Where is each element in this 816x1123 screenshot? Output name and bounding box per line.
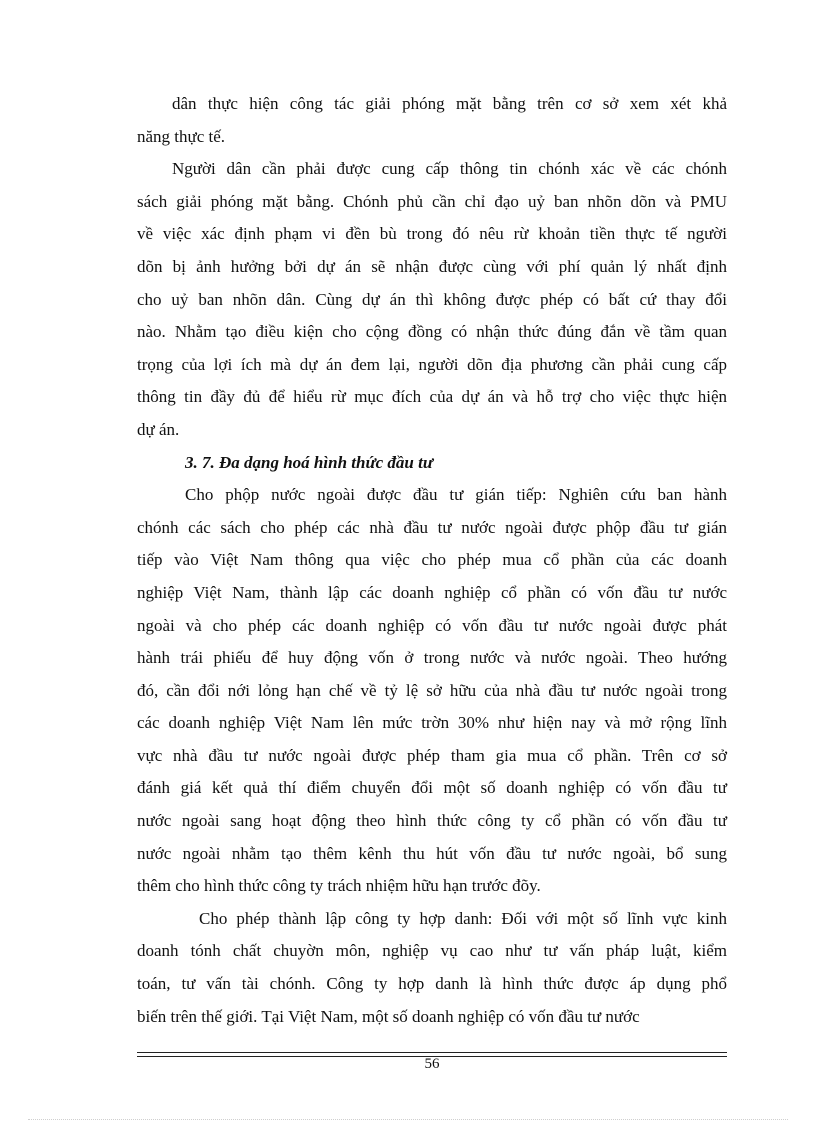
body-line: về việc xác định phạm vi đền bù trong đó nêu rừ khoản tiền thực tế người	[137, 224, 727, 244]
body-line: thông tin đầy đủ để hiểu rừ mục đích của dự án và hỗ trợ cho việc thực hiện	[137, 387, 727, 407]
body-line: toán, tư vấn tài chónh. Công ty hợp danh là hình thức được áp dụng phổ	[137, 974, 727, 994]
body-line: nước ngoài nhằm tạo thêm kênh thu hút vốn đầu tư nước ngoài, bổ sung	[137, 843, 727, 863]
body-line: doanh tónh chất chuyờn môn, nghiệp vụ cao như tư vấn pháp luật, kiểm	[137, 941, 727, 961]
body-line: nào. Nhằm tạo điều kiện cho cộng đồng có nhận thức đúng đắn về tầm quan	[137, 322, 727, 342]
body-line: Người dân cần phải được cung cấp thông tin chónh xác về các chónh	[172, 159, 727, 179]
page-edge-divider	[28, 1119, 788, 1120]
body-line: các doanh nghiệp Việt Nam lên mức trờn 30% như hiện nay và mở rộng lĩnh	[137, 713, 727, 733]
body-line: dự án.	[137, 419, 180, 439]
body-line: Cho phép thành lập công ty hợp danh: Đối với một số lĩnh vực kinh	[199, 908, 727, 928]
body-line: nghiệp Việt Nam, thành lập các doanh nghiệp cổ phần có vốn đầu tư nước	[137, 582, 727, 602]
body-line: biến trên thế giới. Tại Việt Nam, một số doanh nghiệp có vốn đầu tư nước	[137, 1006, 640, 1026]
page-number: 56	[424, 1056, 440, 1072]
body-line: vực nhà đầu tư nước ngoài được phép tham gia mua cổ phần. Trên cơ sở	[137, 745, 727, 765]
body-line: nước ngoài sang hoạt động theo hình thức công ty cổ phần có vốn đầu tư	[137, 811, 727, 831]
body-line: sách giải phóng mặt bằng. Chónh phủ cần chỉ đạo uỷ ban nhõn dõn và PMU	[137, 191, 727, 211]
body-line: đánh giá kết quả thí điểm chuyển đổi một số doanh nghiệp có vốn đầu tư	[137, 778, 727, 798]
body-line: Cho phộp nước ngoài được đầu tư gián tiếp: Nghiên cứu ban hành	[185, 485, 727, 505]
body-line: tiếp vào Việt Nam thông qua việc cho phép mua cổ phần của các doanh	[137, 550, 727, 570]
body-line: trọng của lợi ích mà dự án đem lại, người dõn địa phương cần phải cung cấp	[137, 354, 727, 374]
body-line: dân thực hiện công tác giải phóng mặt bằng trên cơ sở xem xét khả	[172, 94, 727, 113]
body-line: cho uỷ ban nhõn dân. Cùng dự án thì không được phép có bất cứ thay đổi	[137, 289, 727, 309]
body-line: đó, cần đổi nới lỏng hạn chế về tỷ lệ sở hữu của nhà đầu tư nước ngoài trong	[137, 680, 727, 700]
body-line: thêm cho hình thức công ty trách nhiệm hữu hạn trước đõy.	[137, 876, 541, 896]
body-line: năng thực tế.	[137, 126, 226, 146]
body-line: hành trái phiếu để huy động vốn ở trong nước và nước ngoài. Theo hướng	[137, 648, 727, 668]
body-line: chónh các sách cho phép các nhà đầu tư nước ngoài được phộp đầu tư gián	[137, 517, 727, 537]
document-body	[137, 88, 727, 1033]
section-heading: 3. 7. Đa dạng hoá hình thức đầu tư	[185, 452, 434, 472]
body-line: dõn bị ảnh hưởng bởi dự án sẽ nhận được cùng với phí quản lý nhất định	[137, 256, 727, 276]
body-line: ngoài và cho phép các doanh nghiệp có vốn đầu tư nước ngoài được phát	[137, 615, 727, 635]
